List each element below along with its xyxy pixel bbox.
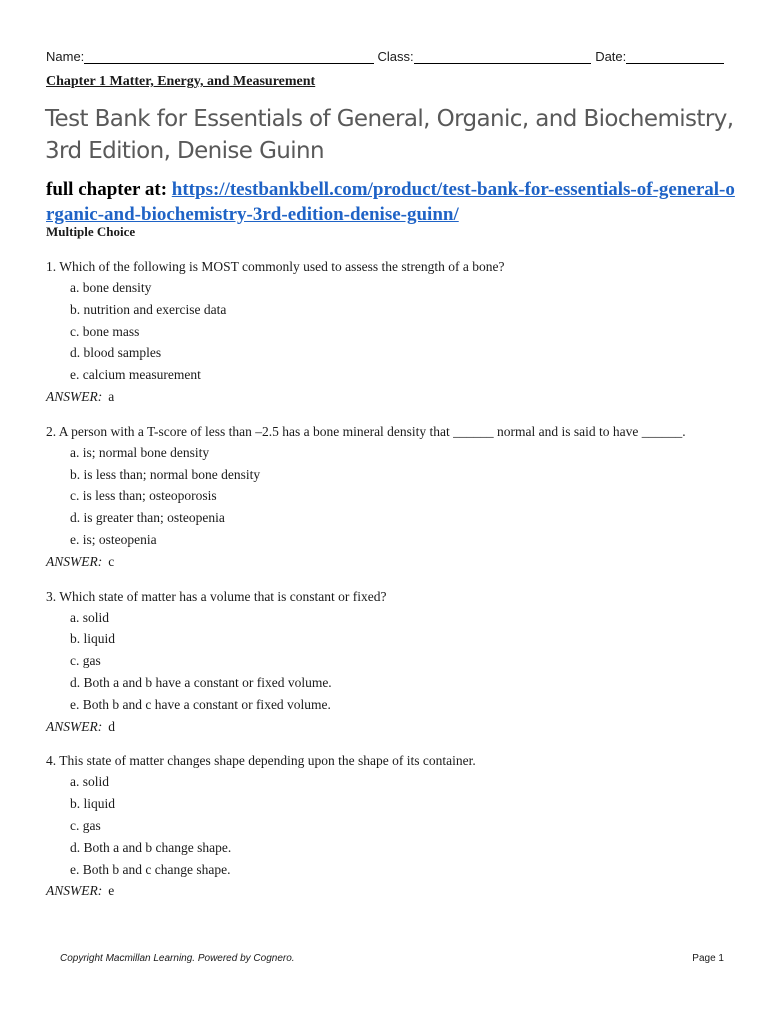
answer-option: a. solid [70, 774, 109, 790]
question-stem: 2. A person with a T-score of less than –2.5 has a bone mineral density that ______ normal and is said to have ______. [46, 423, 686, 439]
answer-line [46, 551, 726, 573]
date-label: Date: [595, 49, 627, 64]
answer-value: a [108, 388, 115, 404]
answer-option: c. gas [70, 817, 101, 833]
answer-label: ANSWER: [46, 553, 103, 569]
answer-option: c. is less than; osteoporosis [70, 488, 217, 504]
question-item [46, 751, 726, 902]
page-number: Page 1 [692, 953, 724, 964]
date-blank [626, 49, 724, 64]
class-label: Class: [377, 49, 414, 64]
question-stem: 1. Which of the following is MOST commonly used to assess the strength of a bone? [46, 259, 505, 274]
question-stem: 4. This state of matter changes shape depending upon the shape of its container. [46, 753, 476, 769]
answer-option: d. blood samples [70, 345, 162, 361]
answer-option: b. liquid [70, 796, 116, 812]
answer-option: d. Both a and b change shape. [70, 839, 232, 855]
answer-option: a. is; normal bone density [70, 444, 210, 460]
copyright-text: Copyright Macmillan Learning. Powered by Cognero. [60, 953, 295, 964]
question-item [46, 587, 726, 738]
answer-option: e. Both b and c have a constant or fixed volume. [70, 696, 331, 712]
answer-option: c. gas [70, 653, 101, 669]
answer-option: d. Both a and b have a constant or fixed volume. [70, 674, 332, 690]
question-item [46, 422, 726, 573]
answer-option: b. nutrition and exercise data [70, 301, 227, 317]
question-list [46, 257, 726, 916]
full-chapter-link-block [46, 177, 736, 227]
answer-line [46, 716, 726, 738]
answer-value: d [108, 718, 115, 734]
answer-option: b. liquid [70, 631, 116, 647]
answer-option: e. Both b and c change shape. [70, 861, 231, 877]
answer-option: c. bone mass [70, 323, 140, 339]
question-item [46, 257, 726, 408]
section-heading: Multiple Choice [46, 224, 136, 239]
full-chapter-link[interactable]: https://testbankbell.com/product/test-bank-for-essentials-of-general-organic-and-biochemistry-3rd-edition-denise-guinn/ [46, 179, 735, 225]
answer-option: b. is less than; normal bone density [70, 466, 261, 482]
answer-label: ANSWER: [46, 718, 103, 734]
answer-option: e. is; osteopenia [70, 531, 157, 547]
name-blank [84, 49, 373, 64]
answer-option: e. calcium measurement [70, 367, 201, 383]
answer-value: e [108, 883, 115, 899]
name-label: Name: [46, 49, 85, 64]
student-info-header [46, 44, 724, 64]
class-blank [414, 49, 592, 64]
answer-option: a. bone density [70, 280, 152, 295]
answer-option: d. is greater than; osteopenia [70, 510, 225, 526]
answer-label: ANSWER: [46, 388, 103, 404]
answer-line [46, 386, 726, 408]
answer-line [46, 880, 726, 902]
chapter-heading: Chapter 1 Matter, Energy, and Measurement [46, 74, 316, 89]
answer-value: c [108, 553, 115, 569]
question-stem: 3. Which state of matter has a volume that is constant or fixed? [46, 588, 387, 604]
document-title: Test Bank for Essentials of General, Organic, and Biochemistry, 3rd Edition, Denise Guinn [45, 106, 734, 164]
answer-label: ANSWER: [46, 883, 103, 899]
link-prefix: full chapter at: [46, 179, 172, 200]
page-footer [60, 953, 724, 964]
answer-option: a. solid [70, 609, 109, 625]
